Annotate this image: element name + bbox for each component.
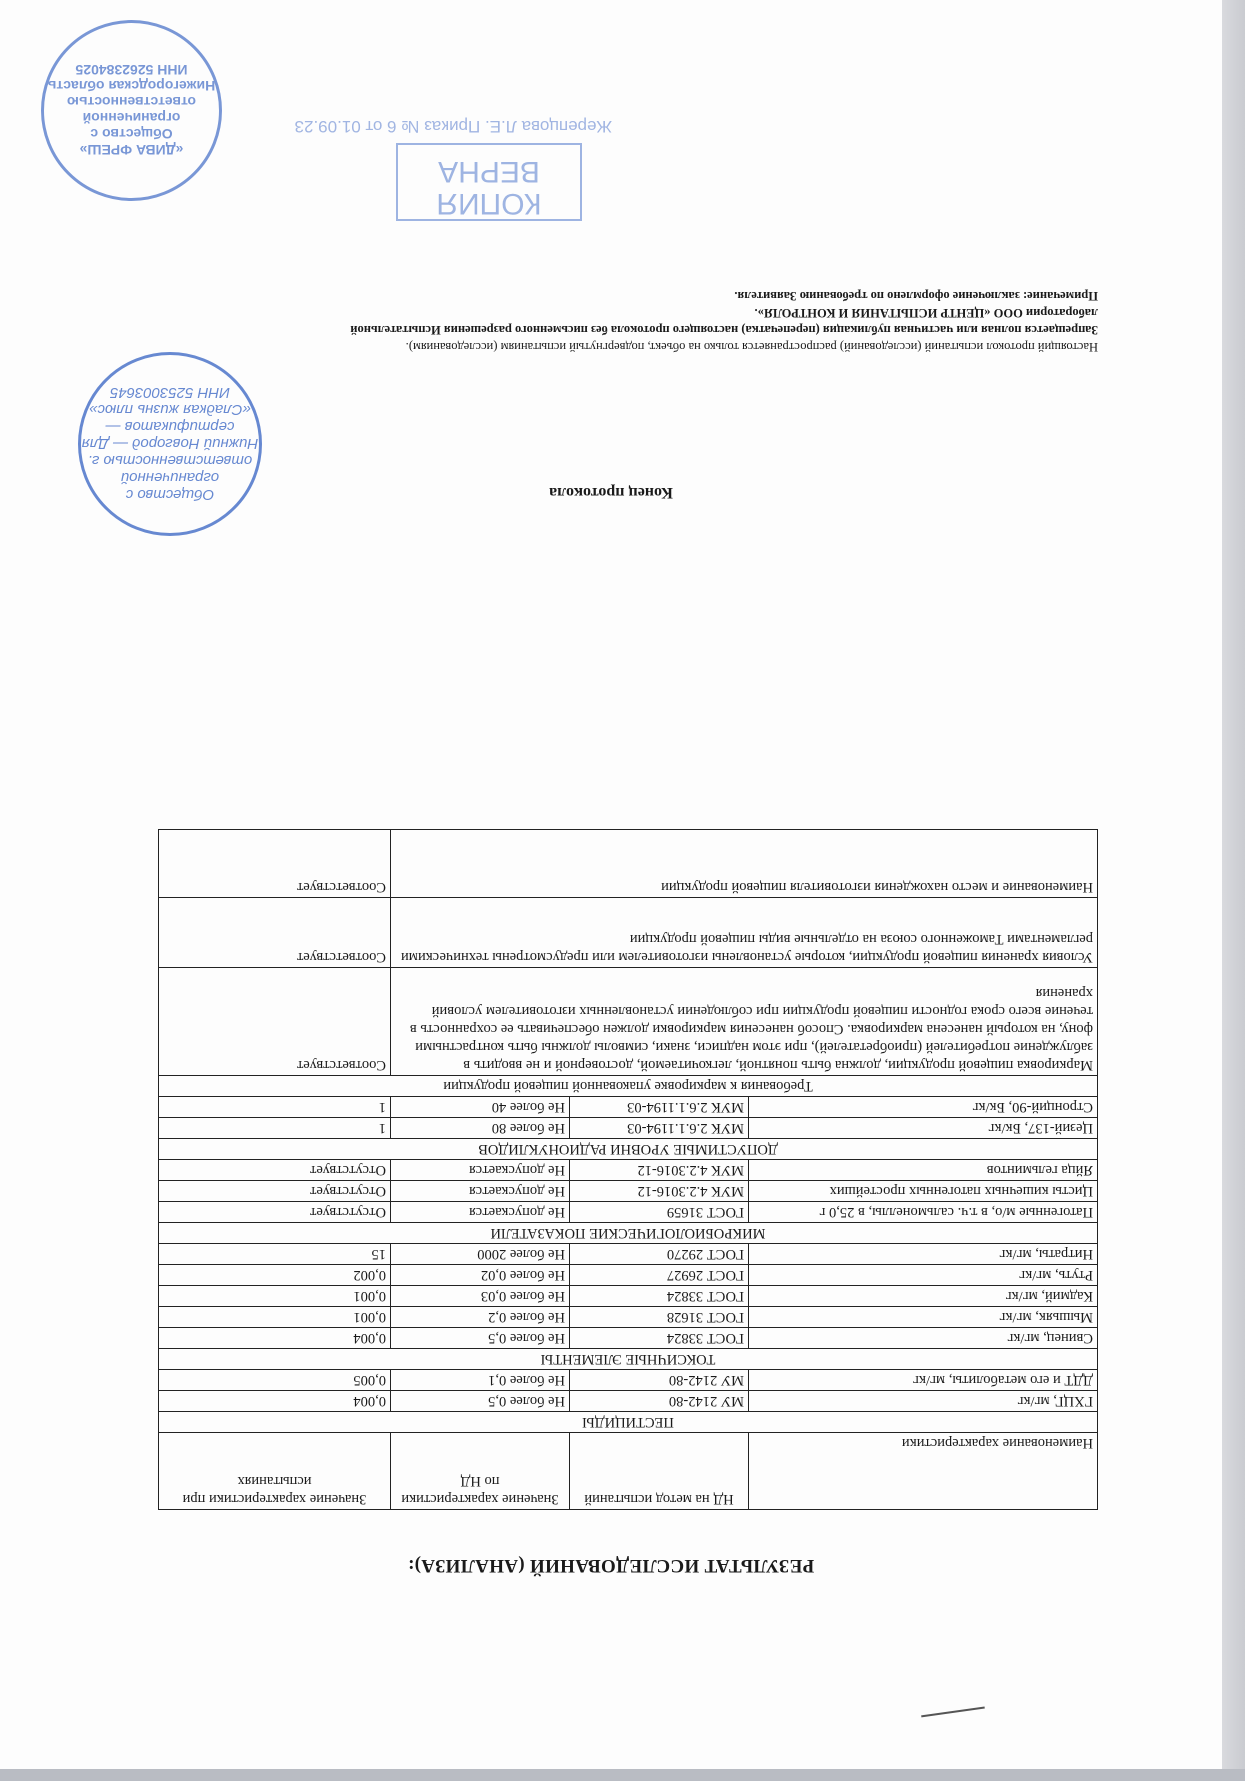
cell: ГОСТ 31659 [570, 1202, 749, 1223]
cell: Условия хранения пищевой продукции, которые установлены изготовителем или предусмотрены техническими регламентами Таможенного союза на отдельные виды пищевой продукции [391, 898, 1098, 968]
cell: Не более 80 [391, 1118, 570, 1139]
cell: 0,004 [159, 1328, 391, 1349]
cell: Не более 0,1 [391, 1370, 570, 1391]
cell: Яйца гельминтов [749, 1160, 1098, 1181]
header-method: НД на метод испытаний [570, 1433, 749, 1510]
note-line: Запрещается полная или частичная публикация (перепечатка) настоящего протокола без письменного разрешения Испытательной [350, 323, 1098, 337]
note-line: Настоящий протокол испытаний (исследований) распространяется только на объект, подвергнутый испытаниям (исследованиям). [405, 340, 1098, 354]
cell: 0,001 [159, 1286, 391, 1307]
table-row [159, 1118, 1098, 1139]
cell: ДДТ и его метаболиты, мг/кг [749, 1370, 1098, 1391]
table-row [159, 1097, 1098, 1118]
certification-stamp: Общество с ограниченной ответственностью г. Нижний Новгород — Для сертификатов — «Сладкая жизнь плюс» ИНН 5253003645 [78, 352, 262, 536]
header-norm: Значение характеристики по НД [391, 1433, 570, 1510]
cell: Не более 0,5 [391, 1328, 570, 1349]
cell: ГОСТ 31628 [570, 1307, 749, 1328]
cell: 1 [159, 1097, 391, 1118]
cell: Мышьяк, мг/кг [749, 1307, 1098, 1328]
cell: Отсутствует [159, 1160, 391, 1181]
table-row [159, 1391, 1098, 1412]
cell: Не более 0,2 [391, 1307, 570, 1328]
section-toxic-elements: ТОКСИЧНЫЕ ЭЛЕМЕНТЫ [159, 1349, 1098, 1370]
cell: 0,004 [159, 1391, 391, 1412]
header-characteristic: Наименование характеристики [749, 1433, 1098, 1510]
cell: ГХЦГ, мг/кг [749, 1391, 1098, 1412]
cell: Наименование и место нахождения изготовителя пищевой продукции [391, 830, 1098, 898]
note-line: Примечание: заключение оформлено по требованию Заявителя. [734, 289, 1098, 303]
cell: Ртуть, мг/кг [749, 1265, 1098, 1286]
note-line: лаборатории ООО «ЦЕНТР ИСПЫТАНИЯ И КОНТРОЛЯ». [754, 306, 1098, 320]
company-stamp: «ДИВА ФРЕШ» Общество с ограниченной ответственностью Нижегородская область ИНН 5262384025 [41, 20, 222, 201]
table-row [159, 1307, 1098, 1328]
cell: Не более 40 [391, 1097, 570, 1118]
table-row [159, 1181, 1098, 1202]
cell: Цисты кишечных патогенных простейших [749, 1181, 1098, 1202]
section-radionuclides: ДОПУСТИМЫЕ УРОВНИ РАДИОНУКЛИДОВ [159, 1139, 1098, 1160]
cell: МУК 4.2.3016-12 [570, 1181, 749, 1202]
cell: Не допускается [391, 1160, 570, 1181]
cell: Не допускается [391, 1181, 570, 1202]
cell: 0,002 [159, 1265, 391, 1286]
cell: 15 [159, 1244, 391, 1265]
cell: Нитраты, мг/кг [749, 1244, 1098, 1265]
cell: ГОСТ 29270 [570, 1244, 749, 1265]
section-pesticides: ПЕСТИЦИДЫ [159, 1412, 1098, 1433]
cell: Патогенные м/о, в т.ч. сальмонеллы, в 25,0 г [749, 1202, 1098, 1223]
table-row [159, 830, 1098, 898]
signature-stamp: Жерепцова Л.Е. Приказ № 6 от 01.09.23 [294, 117, 612, 136]
cell: Маркировка пищевой продукции, должна быть понятной, легкочитаемой, достоверной и не вводить в заблуждение потребителей (приобретателей), при этом надписи, знаки, символы должны быть контрастными фону, на который нанесена маркировка. Способ нанесения маркировки должен обеспечивать ее сохранность в течение всего срока годности пищевой продукции при соблюдении установленных изготовителем условий хранения [391, 968, 1098, 1076]
protocol-notes [98, 287, 1098, 355]
cell: МУ 2142-80 [570, 1391, 749, 1412]
cell: Стронций-90, Бк/кг [749, 1097, 1098, 1118]
results-table [158, 829, 1098, 1510]
cell: ГОСТ 33824 [570, 1328, 749, 1349]
cell: Не допускается [391, 1202, 570, 1223]
cell: Не более 0,03 [391, 1286, 570, 1307]
cell: Не более 2000 [391, 1244, 570, 1265]
cell: 0,005 [159, 1370, 391, 1391]
table-row [159, 968, 1098, 1076]
viewer-scrollbar[interactable] [1222, 0, 1245, 1781]
cell: Не более 0,02 [391, 1265, 570, 1286]
table-row [159, 1265, 1098, 1286]
cell: МУК 2.6.1.1194-03 [570, 1118, 749, 1139]
cell: МУ 2142-80 [570, 1370, 749, 1391]
header-result: Значение характеристики при испытаниях [159, 1433, 391, 1510]
cell: Отсутствует [159, 1181, 391, 1202]
end-of-protocol: Конец протокола [549, 484, 673, 501]
pen-mark [919, 1693, 985, 1718]
section-labeling: Требования к маркировке упакованной пищевой продукции [159, 1076, 1098, 1097]
table-row [159, 1244, 1098, 1265]
cell: Соответствует [159, 968, 391, 1076]
results-title: РЕЗУЛЬТАТ ИССЛЕДОВАНИЙ (АНАЛИЗА): [407, 1555, 815, 1576]
table-row [159, 1202, 1098, 1223]
copy-verified-stamp: КОПИЯ ВЕРНА [396, 143, 582, 221]
cell: 0,001 [159, 1307, 391, 1328]
table-row [159, 898, 1098, 968]
cell: Цезий-137, Бк/кг [749, 1118, 1098, 1139]
cell: ГОСТ 26927 [570, 1265, 749, 1286]
cell: МУК 4.2.3016-12 [570, 1160, 749, 1181]
table-row [159, 1370, 1098, 1391]
cell: Не более 0,5 [391, 1391, 570, 1412]
cell: Кадмий, мг/кг [749, 1286, 1098, 1307]
cell: 1 [159, 1118, 391, 1139]
table-row [159, 1160, 1098, 1181]
section-microbiology: МИКРОБИОЛОГИЧЕСКИЕ ПОКАЗАТЕЛИ [159, 1223, 1098, 1244]
table-header-row [159, 1433, 1098, 1510]
cell: МУК 2.6.1.1194-03 [570, 1097, 749, 1118]
cell: Свинец, мг/кг [749, 1328, 1098, 1349]
cell: Соответствует [159, 830, 391, 898]
table-row [159, 1328, 1098, 1349]
cell: ГОСТ 33824 [570, 1286, 749, 1307]
table-row [159, 1286, 1098, 1307]
cell: Соответствует [159, 898, 391, 968]
cell: Отсутствует [159, 1202, 391, 1223]
